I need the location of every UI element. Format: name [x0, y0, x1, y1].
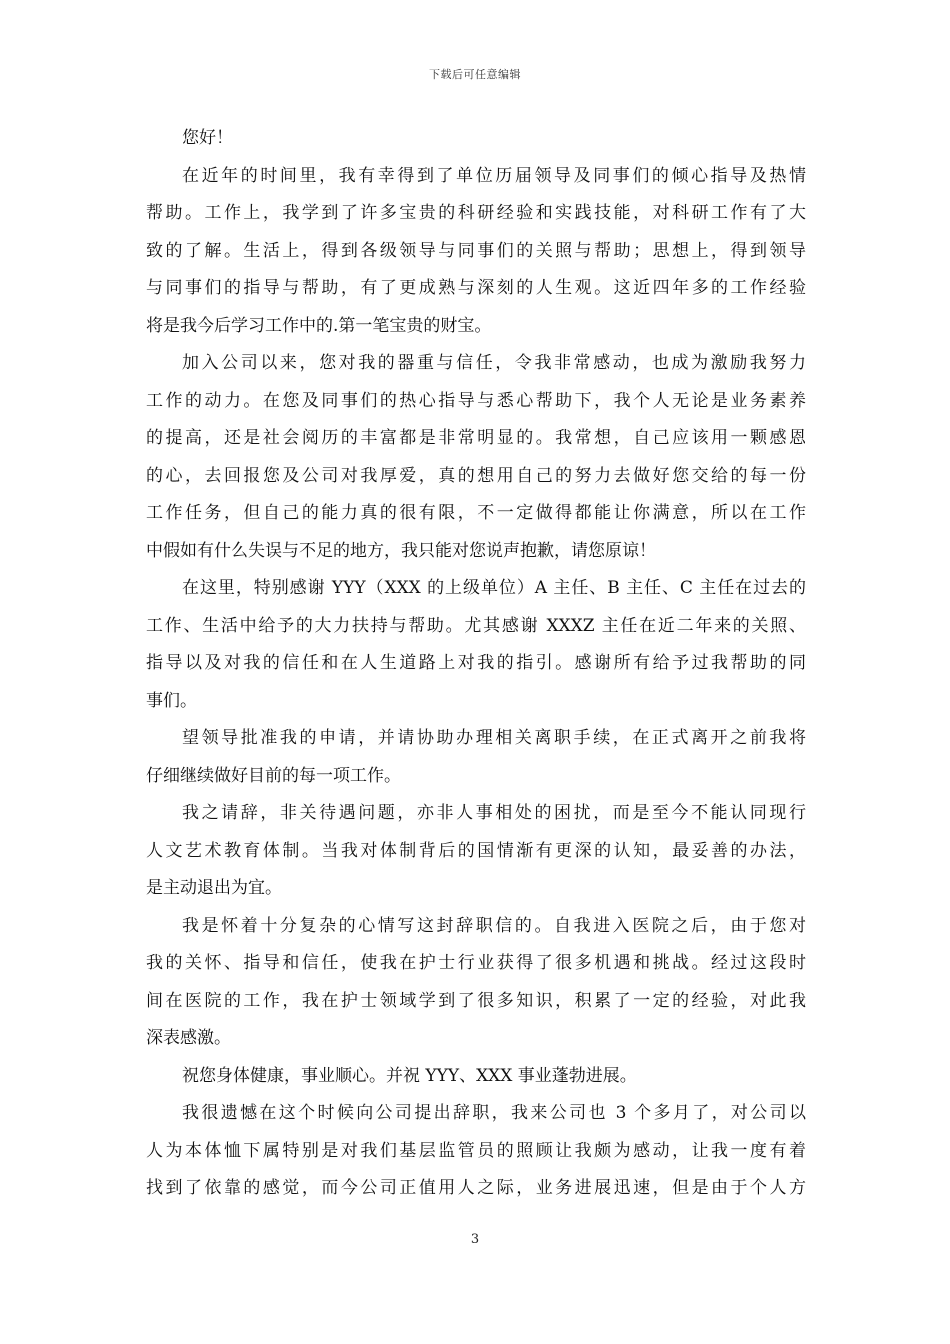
- text-line: 指导以及对我的信任和在人生道路上对我的指引。感谢所有给予过我帮助的同: [146, 653, 806, 673]
- text-line: 人为本体恤下属特别是对我们基层监管员的照顾让我颇为感动，让我一度有着: [146, 1140, 806, 1161]
- text-line: 在这里，特别感谢 YYY（XXX 的上级单位）A 主任、B 主任、C 主任在过去的: [182, 578, 806, 598]
- text-line: 仔细继续做好目前的每一项工作。: [146, 765, 401, 786]
- text-line: 我很遗憾在这个时候向公司提出辞职，我来公司也 3 个多月了，对公司以: [182, 1103, 806, 1123]
- text-line: 望领导批准我的申请，并请协助办理相关离职手续，在正式离开之前我将: [182, 728, 806, 748]
- text-line: 致的了解。生活上，得到各级领导与同事们的关照与帮助；思想上，得到领导: [146, 240, 806, 261]
- text-line: 间在医院的工作，我在护士领域学到了很多知识，积累了一定的经验，对此我: [146, 990, 806, 1011]
- text-line: 加入公司以来，您对我的器重与信任，令我非常感动，也成为激励我努力: [182, 353, 806, 373]
- text-line: 中假如有什么失误与不足的地方，我只能对您说声抱歉，请您原谅！: [146, 540, 656, 561]
- page-number: 3: [470, 1232, 480, 1247]
- text-line: 工作任务，但自己的能力真的很有限，不一定做得都能让你满意，所以在工作: [146, 503, 806, 523]
- letter-body: [146, 120, 806, 1208]
- text-line: 的心，去回报您及公司对我厚爱，真的想用自己的努力去做好您交给的每一份: [146, 465, 806, 486]
- text-line: 工作、生活中给予的大力扶持与帮助。尤其感谢 XXXZ 主任在近二年来的关照、: [146, 615, 806, 636]
- text-line: 我是怀着十分复杂的心情写这封辞职信的。自我进入医院之后，由于您对: [182, 915, 806, 936]
- text-line: 事们。: [146, 690, 197, 711]
- text-line: 是主动退出为宜。: [146, 878, 282, 898]
- text-line: 在近年的时间里，我有幸得到了单位历届领导及同事们的倾心指导及热情: [182, 165, 806, 186]
- text-line: 深表感激。: [146, 1028, 231, 1048]
- text-line: 的提高，还是社会阅历的丰富都是非常明显的。我常想，自己应该用一颗感恩: [146, 428, 806, 448]
- text-line: 找到了依靠的感觉，而今公司正值用人之际，业务进展迅速，但是由于个人方: [146, 1178, 806, 1198]
- text-line: 人文艺术教育体制。当我对体制背后的国情渐有更深的认知，最妥善的办法，: [146, 840, 806, 861]
- text-line: 我之请辞，非关待遇问题，亦非人事相处的困扰，而是至今不能认同现行: [182, 803, 806, 823]
- text-line: 您好！: [182, 128, 233, 148]
- text-line: 工作的动力。在您及同事们的热心指导与悉心帮助下，我个人无论是业务素养: [146, 390, 806, 411]
- text-line: 帮助。工作上，我学到了许多宝贵的科研经验和实践技能，对科研工作有了大: [146, 203, 806, 223]
- text-line: 祝您身体健康，事业顺心。并祝 YYY、XXX 事业蓬勃进展。: [182, 1065, 637, 1086]
- text-line: 我的关怀、指导和信任，使我在护士行业获得了很多机遇和挑战。经过这段时: [146, 953, 806, 973]
- text-line: 与同事们的指导与帮助，有了更成熟与深刻的人生观。这近四年多的工作经验: [146, 278, 806, 298]
- text-line: 将是我今后学习工作中的.第一笔宝贵的财宝。: [146, 315, 492, 336]
- page-header: 下载后可任意编辑: [429, 68, 521, 81]
